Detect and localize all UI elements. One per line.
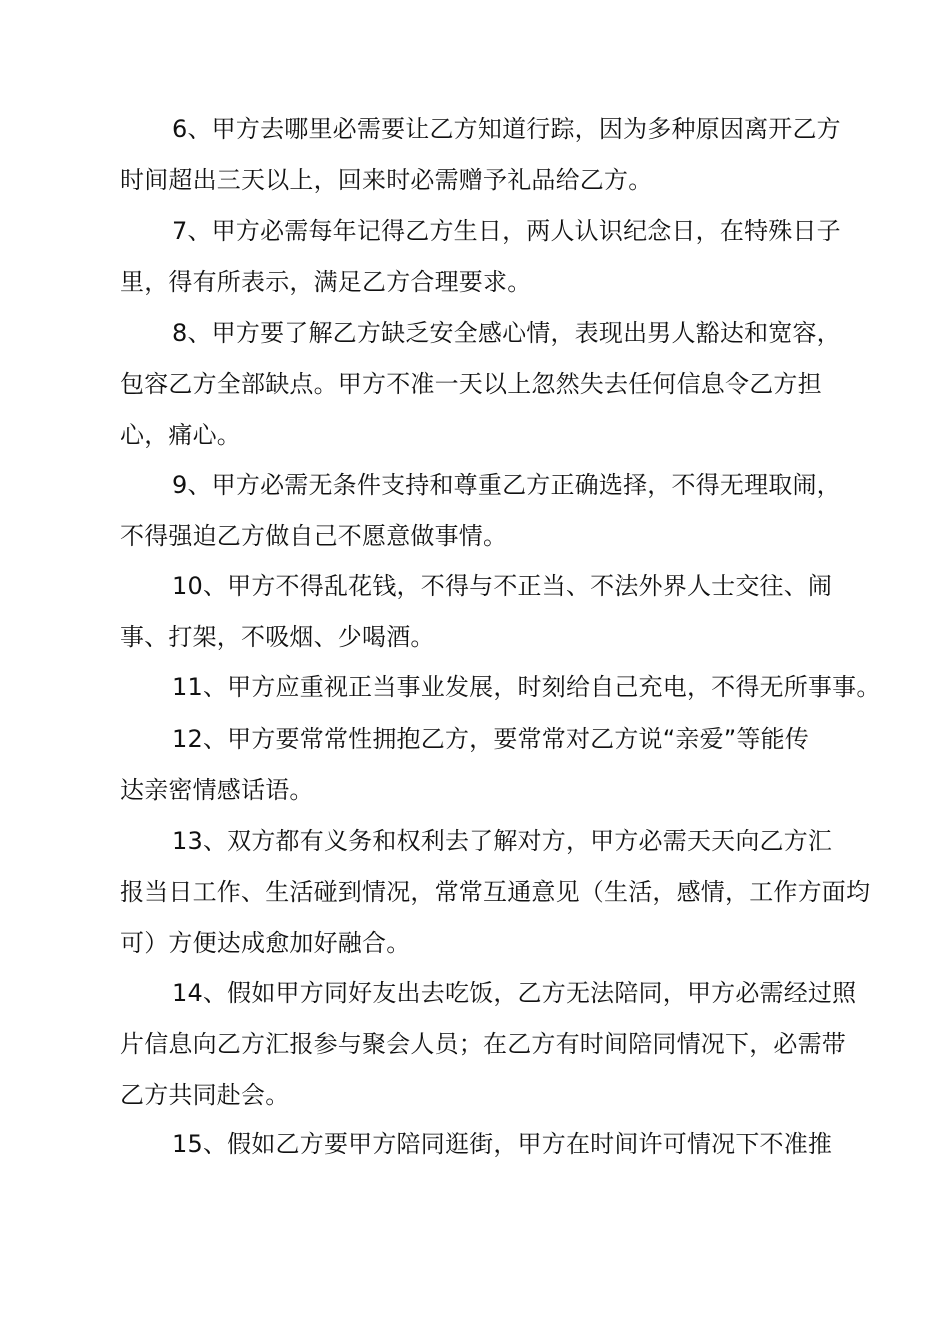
clause-8-line-3: 心，痛心。 bbox=[120, 421, 241, 449]
clause-12 bbox=[120, 714, 850, 816]
clause-13 bbox=[120, 816, 871, 969]
clause-13-line-3: 可）方便达成愈加好融合。 bbox=[120, 929, 411, 957]
clause-12-line-2: 达亲密情感话语。 bbox=[120, 776, 314, 804]
clause-8-line-1: 8、甲方要了解乙方缺乏安全感心情，表现出男人豁达和宽容， bbox=[172, 319, 841, 347]
clause-6-line-1: 6、甲方去哪里必需要让乙方知道行踪，因为多种原因离开乙方 bbox=[172, 115, 841, 143]
clause-13-line-1: 13、双方都有义务和权利去了解对方，甲方必需天天向乙方汇 bbox=[172, 827, 833, 855]
clause-9-line-1: 9、甲方必需无条件支持和尊重乙方正确选择，不得无理取闹， bbox=[172, 471, 841, 499]
clause-11-line-1: 11、甲方应重视正当事业发展，时刻给自己充电，不得无所事事。 bbox=[172, 673, 881, 701]
clause-10-line-1: 10、甲方不得乱花钱，不得与不正当、不法外界人士交往、闹 bbox=[172, 572, 833, 600]
clause-7 bbox=[120, 206, 850, 308]
clause-7-line-2: 里，得有所表示，满足乙方合理要求。 bbox=[120, 268, 532, 296]
clause-8-line-2: 包容乙方全部缺点。甲方不准一天以上忽然失去任何信息令乙方担 bbox=[120, 370, 822, 398]
clause-14-line-3: 乙方共同赴会。 bbox=[120, 1081, 290, 1109]
clause-6 bbox=[120, 104, 850, 206]
clause-14 bbox=[120, 968, 857, 1121]
clause-10-line-2: 事、打架，不吸烟、少喝酒。 bbox=[120, 623, 435, 651]
clause-15-line-1: 15、假如乙方要甲方陪同逛街，甲方在时间许可情况下不准推 bbox=[172, 1130, 833, 1158]
clause-11 bbox=[120, 662, 881, 713]
clause-9-line-2: 不得强迫乙方做自己不愿意做事情。 bbox=[120, 522, 508, 550]
clause-7-line-1: 7、甲方必需每年记得乙方生日，两人认识纪念日，在特殊日子 bbox=[172, 217, 841, 245]
clause-12-line-1: 12、甲方要常常性拥抱乙方，要常常对乙方说“亲爱”等能传 bbox=[172, 725, 810, 753]
clause-15 bbox=[120, 1119, 850, 1170]
clause-14-line-1: 14、假如甲方同好友出去吃饭，乙方无法陪同，甲方必需经过照 bbox=[172, 979, 857, 1007]
clause-8 bbox=[120, 308, 850, 461]
clause-9 bbox=[120, 460, 850, 562]
clause-14-line-2: 片信息向乙方汇报参与聚会人员；在乙方有时间陪同情况下，必需带 bbox=[120, 1030, 846, 1058]
clause-10 bbox=[120, 561, 850, 663]
clause-13-line-2: 报当日工作、生活碰到情况，常常互通意见（生活，感情，工作方面均 bbox=[120, 878, 871, 906]
clause-6-line-2: 时间超出三天以上，回来时必需赠予礼品给乙方。 bbox=[120, 166, 653, 194]
